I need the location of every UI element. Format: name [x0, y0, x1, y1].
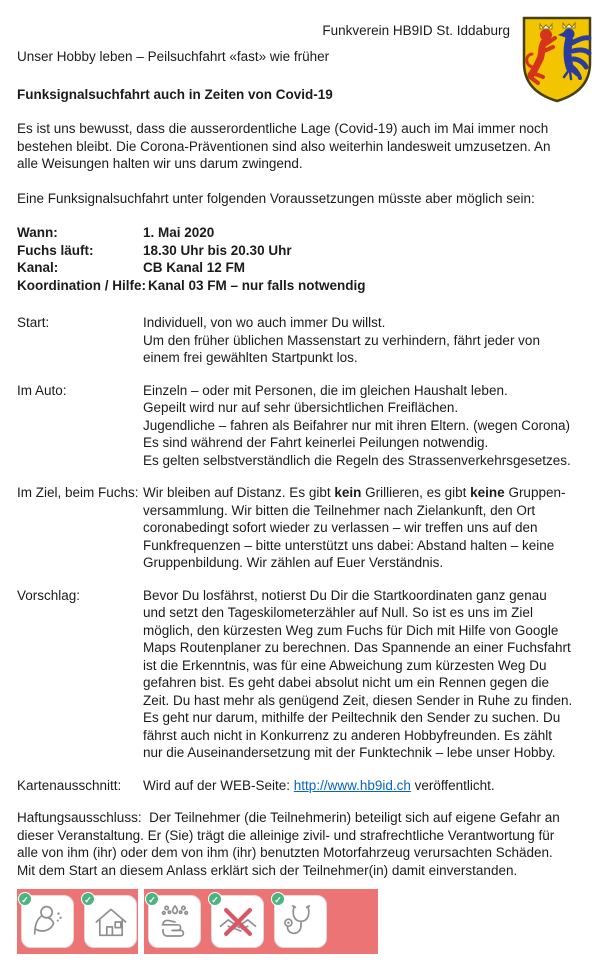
detail-label: Im Ziel, beim Fuchs: — [17, 485, 139, 500]
club-crest-icon — [517, 13, 597, 105]
check-badge-icon: ✓ — [81, 892, 95, 906]
text-line: nur die Auseinandersetzung mit der Funktechnik – lebe unser Hobby. — [143, 745, 556, 760]
no-handshake-icon — [217, 901, 259, 943]
cough-into-elbow-tile — [21, 895, 74, 948]
text-line: und setzt den Tageskilometerzähler auf Null. So ist es uns im Ziel — [143, 605, 533, 620]
fact-label: Kanal: — [17, 260, 59, 275]
text-line: bestehen bleibt. Die Corona-Präventionen sind also weiterhin landesweit umzusetzen. An — [17, 138, 551, 154]
detail-row — [17, 587, 591, 762]
detail-label: Start: — [17, 315, 50, 330]
fact-label: Wann: — [17, 225, 58, 240]
covid-icon-group — [144, 889, 378, 954]
text-line: Eine Funksignalsuchfahrt unter folgenden Voraussetzungen müsste aber möglich sein: — [17, 190, 535, 206]
text-line: alle von ihm (ihr) oder dem von ihm (ihr) benutzten Motorfahrzeug verursachten Schäden. — [17, 845, 553, 860]
stay-home-tile — [84, 895, 137, 948]
text-line: Es geht nur darum, mithilfe der Peiltechnik den Sender zu suchen. Du — [143, 710, 561, 725]
stay-home-icon — [90, 901, 132, 943]
conditions-lead — [17, 190, 591, 208]
see-doctor-tile — [274, 895, 327, 948]
text-line: einem frei gewählten Startpunkt los. — [143, 350, 358, 365]
detail-label: Vorschlag: — [17, 587, 81, 603]
text-line: Gruppenbildung. Wir zählen auf Euer Verständnis. — [143, 555, 444, 570]
text-line: Bevor Du losfährst, notierst Du Dir die Startkoordinaten ganz genau — [143, 587, 547, 603]
fact-row — [17, 224, 591, 242]
detail-content — [143, 484, 591, 572]
text-line: dieser Veranstaltung. Er (Sie) trägt die alleinige zivil- und strafrechtliche Verantwortung für — [17, 827, 555, 843]
detail-row — [17, 777, 591, 795]
text-line: Jugendliche – fahren als Beifahrer nur mit ihren Eltern. (wegen Corona) — [143, 417, 570, 433]
text-line: Einzeln – oder mit Personen, die im gleichen Haushalt leben. — [143, 382, 508, 398]
text-line: Individuell, von wo auch immer Du willst. — [143, 315, 386, 330]
intro-paragraph — [17, 120, 591, 173]
document-title: Funksignalsuchfahrt auch in Zeiten von Covid-19 — [17, 86, 333, 102]
liability-paragraph — [17, 809, 591, 879]
details-list — [17, 314, 591, 794]
check-badge-icon: ✓ — [145, 892, 159, 906]
text-line: Wir bleiben auf Distanz. Es gibt kein Grillieren, es gibt keine Gruppen- — [143, 485, 566, 500]
covid-icon-group — [17, 889, 138, 954]
tagline: Unser Hobby leben – Peilsuchfahrt «fast» wie früher — [17, 49, 330, 64]
text-line: ist die Erkenntnis, was für eine Abweichung zum kürzesten Weg Du — [143, 657, 547, 673]
detail-content — [143, 314, 591, 367]
text-line: Gepeilt wird nur auf sehr übersichtlichen Freiflächen. — [143, 400, 459, 415]
hb9id-web-link[interactable]: http://www.hb9id.ch — [293, 777, 411, 793]
detail-content — [143, 777, 591, 795]
fact-row — [17, 242, 591, 260]
check-badge-icon: ✓ — [208, 892, 222, 906]
text-line: coronabedingt sofort wieder zu verlassen – wir treffen uns auf den — [143, 520, 538, 535]
text-line: Wird auf der WEB-Seite: http://www.hb9id.ch veröffentlicht. — [143, 777, 495, 793]
org-name: Funkverein HB9ID St. Iddaburg — [322, 23, 510, 38]
text-line: Maps Routenplaner zu berechnen. Das Spannende an einer Fuchsfahrt — [143, 640, 571, 655]
no-handshake-tile — [211, 895, 264, 948]
detail-label: Im Auto: — [17, 382, 67, 398]
detail-row — [17, 382, 591, 470]
text-line: Es sind während der Fahrt keinerlei Peilungen notwendig. — [143, 435, 489, 450]
fact-value: Kanal 03 FM – nur falls notwendig — [148, 277, 366, 293]
fact-value: CB Kanal 12 FM — [143, 260, 246, 275]
wash-hands-icon — [154, 901, 196, 943]
covid-icons-strip — [17, 889, 591, 954]
wash-hands-tile — [148, 895, 201, 948]
fact-row — [17, 277, 591, 295]
text-line: alle Weisungen halten wir uns darum zwingend. — [17, 156, 303, 171]
text-line: möglich, den kürzesten Weg zum Fuchs für Dich mit Hilfe von Google — [143, 622, 559, 638]
cough-into-elbow-icon — [27, 901, 69, 943]
fact-label: Fuchs läuft: — [17, 242, 94, 258]
detail-row — [17, 484, 591, 572]
see-doctor-icon — [280, 901, 322, 943]
fact-row — [17, 259, 591, 277]
text-line: versammlung. Wir bitten die Teilnehmer nach Zielankunft, den Ort — [143, 502, 536, 518]
fact-value: 1. Mai 2020 — [143, 225, 215, 240]
facts-table — [17, 224, 591, 294]
detail-label: Kartenausschnitt: — [17, 777, 122, 793]
check-badge-icon: ✓ — [18, 892, 32, 906]
detail-row — [17, 314, 591, 367]
text-line: Um den früher üblichen Massenstart zu verhindern, fährt jeder von — [143, 332, 540, 348]
text-line: Zeit. Du hast mehr als genügend Zeit, diesen Sender in Ruhe zu finden. — [143, 692, 573, 708]
text-line: Es ist uns bewusst, dass die ausserordentliche Lage (Covid-19) auch im Mai immer noch — [17, 121, 549, 136]
fact-label: Koordination / Hilfe: — [17, 277, 146, 293]
text-line: fährst auch nicht in Konkurrenz zu anderen Hobbyfreunden. Es zählt — [143, 727, 552, 743]
emphasized-text: kein — [334, 485, 362, 500]
text-line: gefahren bist. Es geht dabei absolut nicht um ein Rennen gegen die — [143, 675, 550, 690]
text-line: Haftungsausschluss: Der Teilnehmer (die Teilnehmerin) beteiligt sich auf eigene Gefahr an — [17, 810, 560, 825]
fact-value: 18.30 Uhr bis 20.30 Uhr — [143, 242, 292, 258]
text-line: Funkfrequenzen – bitte unterstützt uns dabei: Abstand halten – keine — [143, 537, 555, 553]
emphasized-text: keine — [470, 485, 505, 500]
text-line: Es gelten selbstverständlich die Regeln des Strassenverkehrsgesetzes. — [143, 452, 571, 468]
detail-content — [143, 382, 591, 470]
check-badge-icon: ✓ — [271, 892, 285, 906]
detail-content — [143, 587, 591, 762]
text-line: Mit dem Start an diesem Anlass erklärt sich der Teilnehmer(in) damit einverstanden. — [17, 862, 518, 878]
